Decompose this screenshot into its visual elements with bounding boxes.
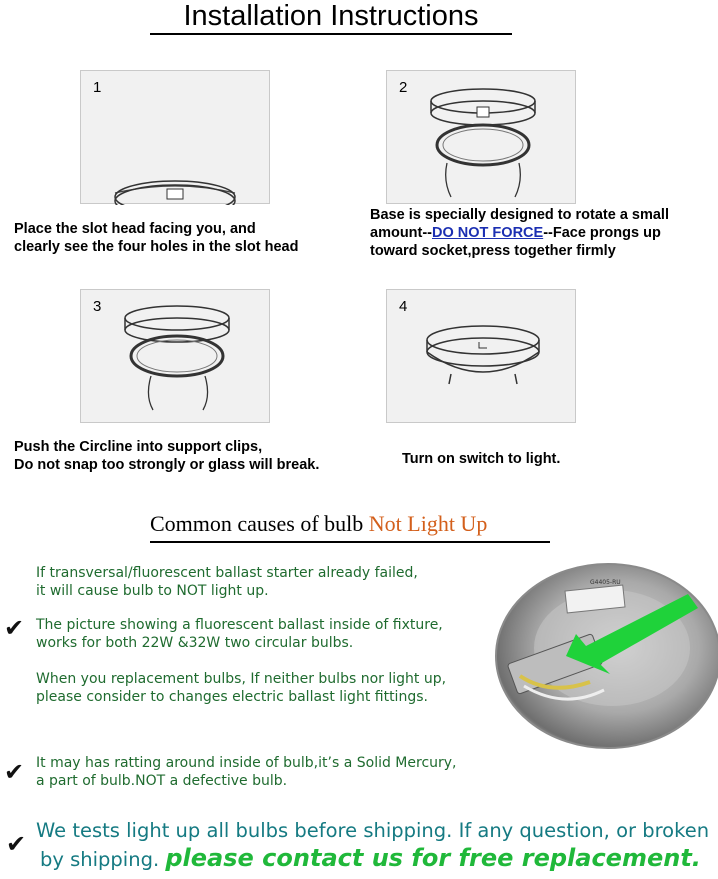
step-2-number: 2: [399, 79, 408, 96]
check-icon: ✔: [4, 758, 25, 786]
ballast-fixture-photo: [480, 556, 718, 752]
page-title: Installation Instructions: [183, 0, 479, 32]
lamp-rotate-illustration: [387, 71, 577, 205]
step-1-caption-line: Place the slot head facing you, and: [14, 221, 256, 237]
step-2-caption-post: --Face prongs up: [543, 225, 661, 241]
footer-line-2: [40, 846, 701, 872]
cause-line: works for both 22W &32W two circular bulbs.: [36, 635, 354, 651]
cause-line: a part of bulb.NOT a defective bulb.: [36, 773, 288, 789]
causes-heading: [150, 510, 550, 538]
installed-fixture-illustration: [387, 290, 577, 424]
cause-paragraph-4: [36, 754, 457, 790]
step-3-caption-line: Do not snap too strongly or glass will break.: [14, 457, 320, 473]
footer-line-2-pre: by shipping.: [40, 848, 166, 871]
do-not-force-warning: DO NOT FORCE: [432, 225, 544, 241]
step-4-panel: [386, 289, 576, 423]
push-circline-illustration: [81, 290, 271, 424]
step-1-panel: [80, 70, 270, 204]
step-4-caption: Turn on switch to light.: [402, 451, 561, 467]
step-2-panel: [386, 70, 576, 204]
cause-line: If transversal/fluorescent ballast starter already failed,: [36, 565, 418, 581]
step-2-caption-line: Base is specially designed to rotate a small: [370, 207, 669, 223]
cause-paragraph-2: [36, 616, 443, 652]
step-2-caption-line: [370, 224, 669, 242]
fixture-slot-head-illustration: [81, 71, 271, 205]
footer-line-1: We tests light up all bulbs before shipping. If any question, or broken: [36, 819, 710, 842]
cause-line: it will cause bulb to NOT light up.: [36, 583, 269, 599]
step-2-caption: [370, 206, 669, 260]
cause-line: When you replacement bulbs, If neither bulbs nor light up,: [36, 671, 447, 687]
causes-heading-highlight: Not Light Up: [368, 511, 488, 536]
cause-line: It may has ratting around inside of bulb,it’s a Solid Mercury,: [36, 755, 457, 771]
cause-line: please consider to changes electric ballast light fittings.: [36, 689, 428, 705]
title-underline: [150, 33, 512, 35]
ballast-label: G4405-RU: [590, 579, 621, 586]
step-4-number: 4: [399, 298, 408, 315]
step-1-number: 1: [93, 79, 102, 96]
causes-underline: [150, 541, 550, 543]
free-replacement-text: please contact us for free replacement.: [165, 844, 701, 872]
step-2-caption-pre: amount--: [370, 225, 433, 241]
check-icon: ✔: [4, 614, 25, 642]
cause-line: The picture showing a fluorescent ballast inside of fixture,: [36, 617, 443, 633]
step-1-caption-line: clearly see the four holes in the slot head: [14, 239, 299, 255]
cause-paragraph-1: [36, 564, 418, 600]
cause-paragraph-3: [36, 670, 446, 706]
step-3-number: 3: [93, 298, 102, 315]
step-3-caption: [14, 438, 319, 474]
step-2-caption-line: toward socket,press together firmly: [370, 243, 616, 259]
step-3-panel: [80, 289, 270, 423]
step-1-caption: [14, 220, 298, 256]
step-3-caption-line: Push the Circline into support clips,: [14, 439, 263, 455]
causes-heading-text: Common causes of bulb: [150, 511, 369, 536]
check-icon: ✔: [6, 830, 27, 858]
